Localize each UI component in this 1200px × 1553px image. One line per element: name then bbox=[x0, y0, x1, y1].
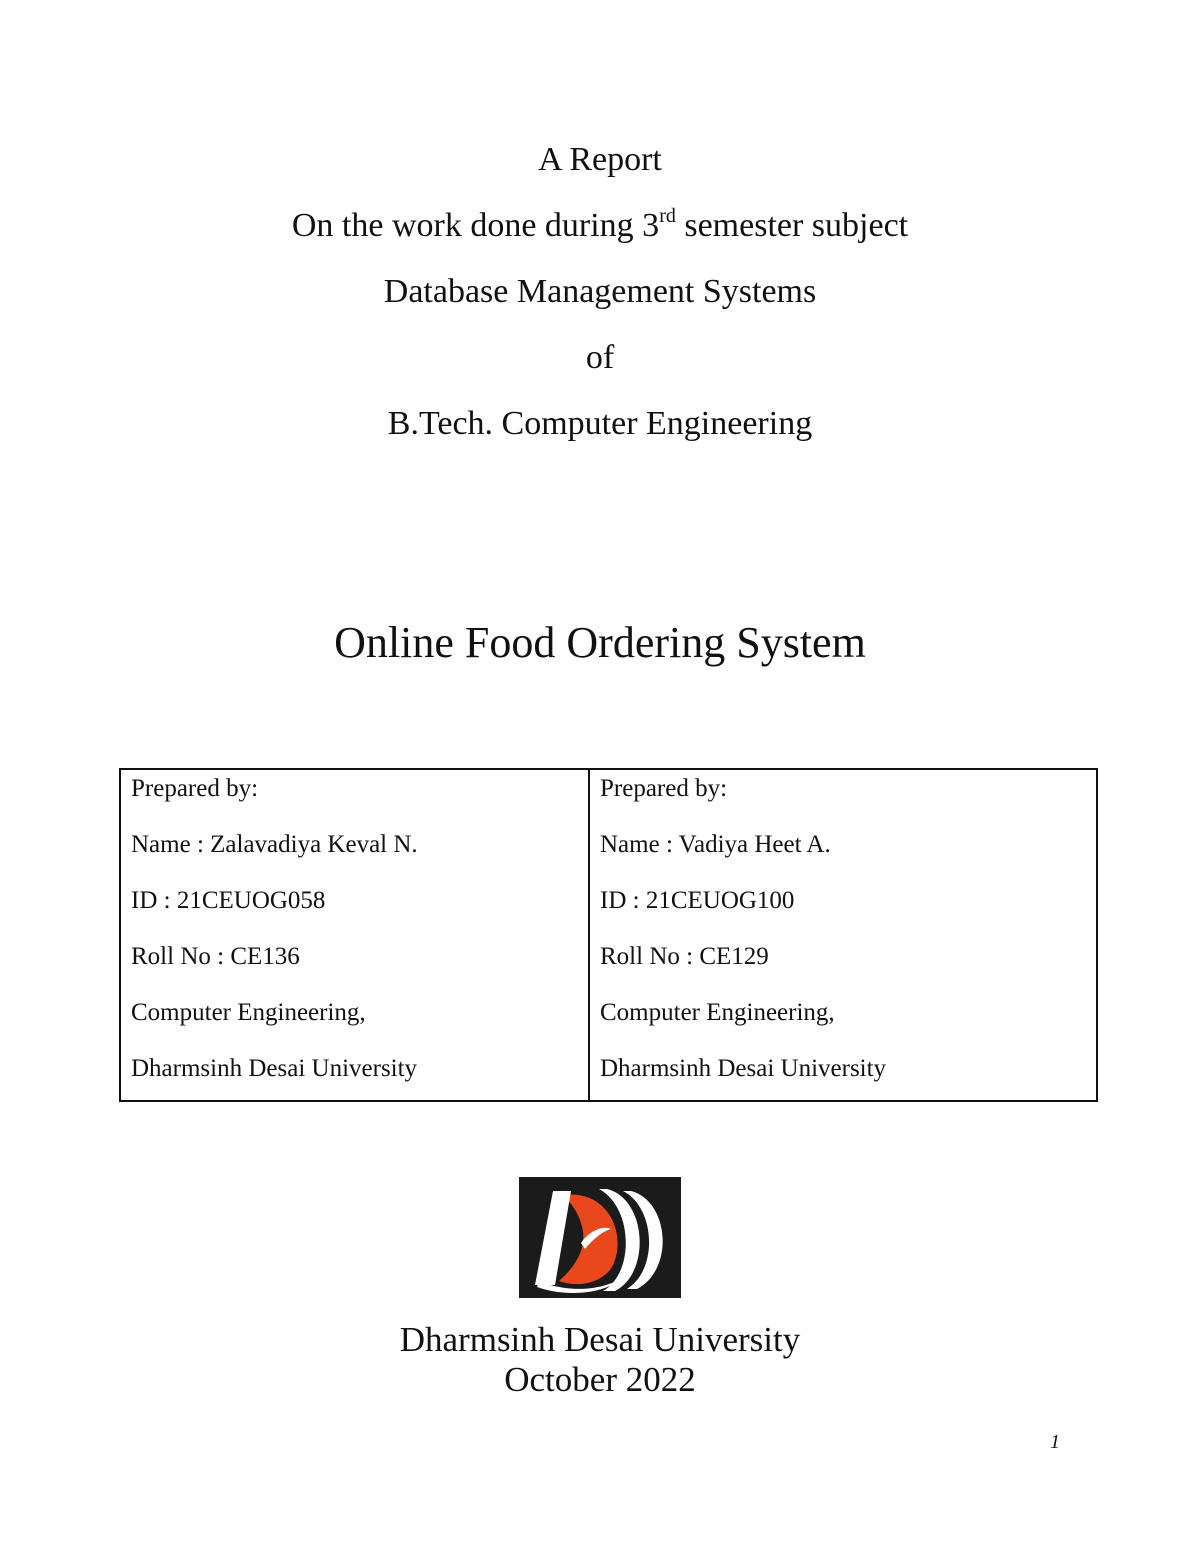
university-logo-icon bbox=[519, 1177, 681, 1298]
author-name: Name : Zalavadiya Keval N. bbox=[131, 831, 418, 858]
footer-university: Dharmsinh Desai University bbox=[399, 1320, 801, 1359]
semester-line-end: semester subject bbox=[675, 207, 909, 244]
footer-date: October 2022 bbox=[504, 1360, 696, 1399]
program-line: B.Tech. Computer Engineering bbox=[387, 405, 813, 442]
report-header bbox=[0, 140, 1200, 470]
author-id: ID : 21CEUOG100 bbox=[600, 887, 795, 914]
page-number: 1 bbox=[1050, 1431, 1060, 1453]
author-university: Dharmsinh Desai University bbox=[600, 1055, 887, 1082]
author-roll-no: Roll No : CE129 bbox=[600, 943, 769, 970]
author-roll-no: Roll No : CE136 bbox=[131, 943, 300, 970]
prepared-by-label: Prepared by: bbox=[131, 775, 259, 802]
semester-line bbox=[0, 206, 1200, 246]
of-line: of bbox=[585, 339, 615, 376]
author-department: Computer Engineering, bbox=[600, 999, 835, 1026]
author-cell-1 bbox=[121, 770, 590, 1100]
ordinal-suffix: rd bbox=[659, 205, 676, 227]
author-name: Name : Vadiya Heet A. bbox=[600, 831, 831, 858]
author-university: Dharmsinh Desai University bbox=[131, 1055, 418, 1082]
author-id: ID : 21CEUOG058 bbox=[131, 887, 326, 914]
report-footer bbox=[0, 1320, 1200, 1400]
semester-line-start: On the work done during 3 bbox=[291, 207, 660, 244]
prepared-by-label: Prepared by: bbox=[600, 775, 728, 802]
authors-table bbox=[119, 768, 1098, 1102]
author-department: Computer Engineering, bbox=[131, 999, 366, 1026]
university-logo-graphic bbox=[519, 1177, 681, 1298]
author-cell-2 bbox=[590, 770, 1096, 1100]
project-title: Online Food Ordering System bbox=[334, 618, 866, 667]
subject-line: Database Management Systems bbox=[383, 273, 817, 310]
report-type-line: A Report bbox=[538, 141, 662, 178]
